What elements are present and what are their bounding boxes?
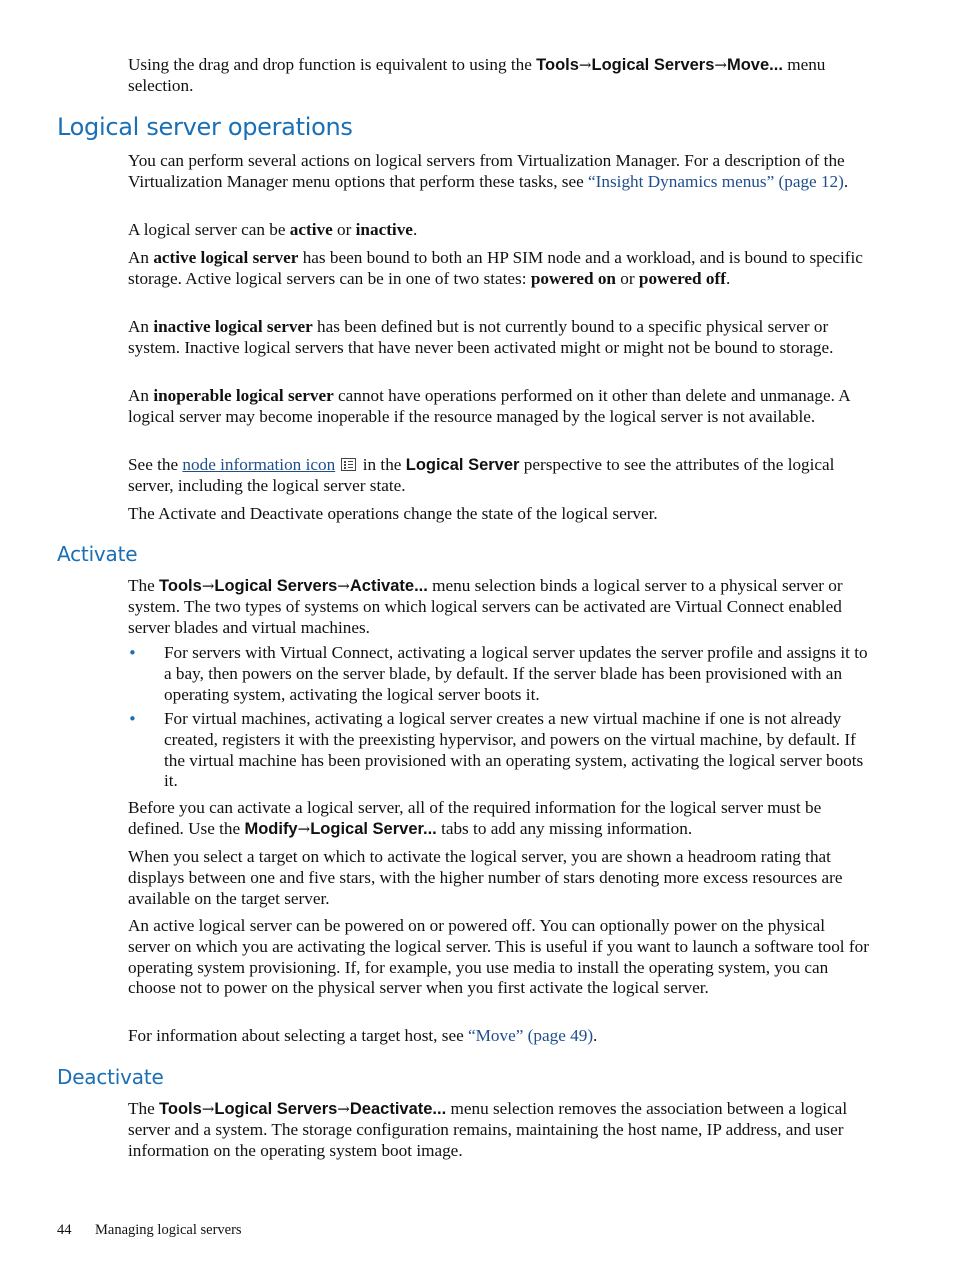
menu-arrow: → <box>201 577 215 595</box>
deactivate-paragraph-1 <box>128 1099 870 1161</box>
chapter-title: Managing logical servers <box>95 1222 242 1238</box>
bullet-icon: • <box>128 710 137 728</box>
text-run: menu selection binds a logical server to a physical server or system. The two types of systems on which logical servers can be activated are Virtual Connect enabled server blades and virtual machines. <box>128 576 843 637</box>
text-run: or <box>615 268 639 288</box>
ops-paragraph-1 <box>128 151 870 193</box>
ops-paragraph-7: The Activate and Deactivate operations change the state of the logical server. <box>128 504 658 523</box>
menu-arrow: → <box>337 577 350 595</box>
term-active: active <box>289 220 333 239</box>
menu-path-logical-servers: Logical Servers <box>214 1100 338 1118</box>
list-item-text: For virtual machines, activating a logical server creates a new virtual machine if one is not already created, registers it with the preexisting hypervisor, and powers on the virtual machine, by default. If the virtual machine has been provisioned with an operating system, activating the logical server boots it. <box>164 709 864 791</box>
text-run: perspective to see the attributes of the logical server, including the logical server state. <box>128 455 835 495</box>
menu-path-tools: Tools <box>159 1100 202 1118</box>
bullet-icon: • <box>128 644 137 662</box>
text-run: An <box>128 386 154 405</box>
text-run: . <box>412 220 418 239</box>
text-run: menu selection removes the association between a logical server and a system. The storage configuration remains, maintaining the host name, IP address, and user information on the operating system boot image. <box>128 1099 848 1160</box>
menu-path-modify: Modify <box>244 819 298 838</box>
text-run: or <box>332 220 356 239</box>
menu-path-tools: Tools <box>536 56 579 74</box>
list-item-text: For servers with Virtual Connect, activating a logical server updates the server profile and assigns it to a bay, then powers on the server blade, by default. If the server blade has been provisioned with an operating system, activating the logical server boots it. <box>164 643 868 704</box>
menu-arrow: → <box>201 1100 215 1118</box>
move-page-link[interactable]: “Move” (page 49) <box>468 1026 594 1045</box>
ops-paragraph-2 <box>128 220 870 241</box>
ops-paragraph-4 <box>128 317 870 359</box>
text-run: menu selection. <box>128 55 826 95</box>
text-run: . <box>843 171 849 191</box>
term-powered-off: powered off <box>638 268 726 288</box>
node-information-icon-link[interactable]: node information icon <box>182 455 336 474</box>
ops-paragraph-5 <box>128 386 870 428</box>
term-active-logical-server: active logical server <box>153 248 299 267</box>
text-run: Before you can activate a logical server, all of the required information for the logical server must be defined. Use the <box>128 798 822 838</box>
text-run: An <box>128 248 154 267</box>
menu-arrow: → <box>297 819 311 838</box>
text-run: The <box>128 576 160 595</box>
text-run: in the <box>358 455 406 474</box>
text-run: The <box>128 1099 160 1118</box>
menu-path-activate: Activate... <box>349 577 428 595</box>
activate-paragraph-2 <box>128 798 870 840</box>
text-run: A logical server can be <box>128 220 290 239</box>
menu-path-logical-servers: Logical Servers <box>214 577 338 595</box>
text-run: For information about selecting a target host, see <box>128 1026 469 1045</box>
page-number: 44 <box>57 1222 72 1238</box>
section-heading-logical-server-operations: Logical server operations <box>57 113 353 141</box>
ops-paragraph-3 <box>128 248 870 290</box>
term-inactive: inactive <box>355 220 413 239</box>
text-run: tabs to add any missing information. <box>436 818 693 838</box>
menu-arrow: → <box>714 56 727 74</box>
intro-paragraph <box>128 55 870 97</box>
activate-paragraph-5 <box>128 1026 870 1047</box>
term-inoperable-logical-server: inoperable logical server <box>153 386 334 405</box>
text-run: . <box>593 1026 598 1045</box>
node-information-icon <box>341 458 356 471</box>
text-run: has been bound to both an HP SIM node and a workload, and is bound to specific storage. Active logical servers can be in one of two states: <box>128 248 863 288</box>
activate-paragraph-4: An active logical server can be powered on or powered off. You can optionally power on the physical server on which you are activating the logical server. This is useful if you want to launch a software tool for operating system provisioning. If, for example, you use media to install the operating system, you can choose not to power on the physical server when you first activate the logical server. <box>128 916 869 998</box>
text-run: See the <box>128 455 183 474</box>
page-footer <box>57 1222 242 1239</box>
menu-path-tools: Tools <box>159 577 202 595</box>
activate-paragraph-1 <box>128 576 870 638</box>
menu-arrow: → <box>337 1100 350 1118</box>
text-run: Using the drag and drop function is equivalent to using the <box>128 55 537 74</box>
menu-path-deactivate: Deactivate... <box>349 1100 447 1118</box>
menu-arrow: → <box>578 56 592 74</box>
text-run: cannot have operations performed on it other than delete and unmanage. A logical server may become inoperable if the resource managed by the logical server is not available. <box>128 386 850 426</box>
insight-dynamics-menus-link[interactable]: “Insight Dynamics menus” (page 12) <box>588 171 844 191</box>
activate-paragraph-3: When you select a target on which to activate the logical server, you are shown a headroom rating that displays between one and five stars, with the higher number of stars denoting more excess resources are available on the target server. <box>128 847 843 908</box>
section-heading-deactivate: Deactivate <box>57 1065 164 1089</box>
text-run: You can perform several actions on logical servers from Virtualization Manager. For a description of the Virtualization Manager menu options that perform these tasks, see <box>128 151 845 191</box>
term-inactive-logical-server: inactive logical server <box>153 317 313 336</box>
text-run: has been defined but is not currently bound to a specific physical server or system. Inactive logical servers that have never been activated might or might not be bound to storage. <box>128 317 834 357</box>
ui-label-logical-server: Logical Server <box>405 456 520 474</box>
section-heading-activate: Activate <box>57 542 138 566</box>
menu-path-logical-servers: Logical Servers <box>591 56 715 74</box>
menu-path-move: Move... <box>726 56 783 74</box>
menu-path-logical-server: Logical Server... <box>310 819 437 838</box>
ops-paragraph-6 <box>128 455 870 497</box>
text-run: . <box>725 268 731 288</box>
text-run: An <box>128 317 154 336</box>
term-powered-on: powered on <box>530 268 616 288</box>
